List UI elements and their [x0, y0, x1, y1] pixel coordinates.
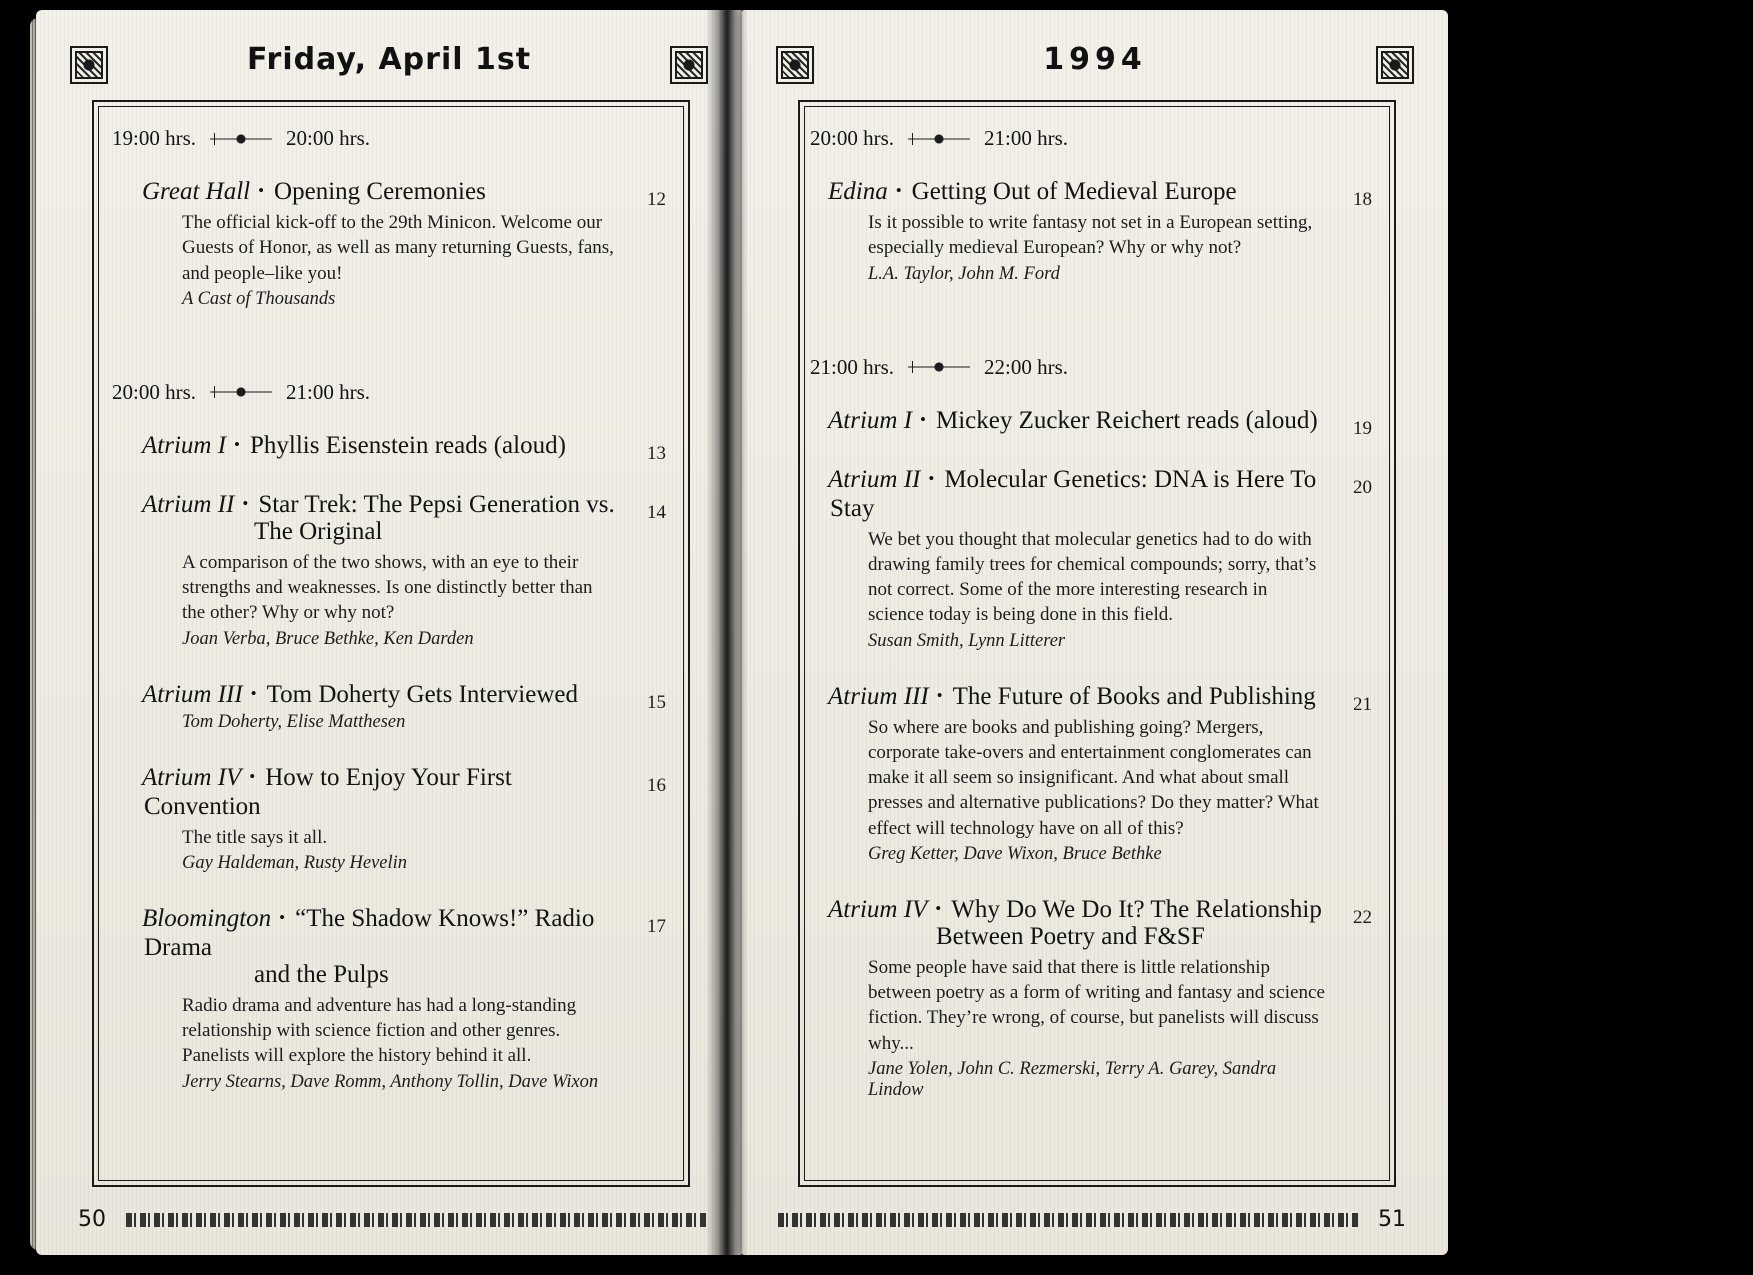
time-end: 21:00 hrs.: [286, 379, 370, 404]
program-item: [822, 682, 1372, 865]
time-band: [112, 380, 666, 405]
program-item-description: So where are books and publishing going? Mergers, corporate take-overs and entertainment conglomerates can make it all seem so insignificant. And what about small presses and alternative publications? Do they matter? What effect will technology have on all of this?: [868, 716, 1319, 839]
program-item: [822, 177, 1372, 285]
program-item: [116, 177, 666, 310]
program-item-index-number: 15: [647, 691, 666, 713]
program-item-panelists: A Cast of Thousands: [182, 288, 336, 309]
block-spacer: [822, 315, 1372, 349]
left-page-header: [70, 40, 708, 92]
program-item: [116, 490, 666, 650]
program-item-index-number: 17: [647, 915, 666, 937]
program-item-heading: [830, 895, 1326, 951]
block-spacer: [116, 340, 666, 374]
bullet-icon: •: [920, 409, 926, 429]
bullet-icon: •: [895, 181, 902, 200]
time-band: [810, 355, 1372, 380]
program-item-heading: [830, 465, 1326, 523]
right-page: [742, 10, 1448, 1255]
program-item: [822, 895, 1372, 1101]
program-item-room: Edina: [828, 178, 888, 205]
program-item-title: Star Trek: The Pepsi Generation vs.: [258, 490, 615, 518]
program-item-room: Atrium III: [142, 680, 243, 708]
program-item-description: Is it possible to write fantasy not set in a European setting, especially medieval European? Why or why not?: [868, 212, 1313, 259]
footer-rule: [778, 1213, 1358, 1227]
time-band: [810, 126, 1372, 151]
program-item-index-number: 14: [647, 501, 666, 523]
program-item-title: “The Shadow Knows!” Radio Drama: [144, 904, 595, 961]
program-item-description: We bet you thought that molecular genetics had to do with drawing family trees for chemical compounds; sorry, that’s not correct. Some of the more interesting research in science today is being done in this field.: [868, 528, 1317, 626]
bullet-icon: •: [242, 493, 249, 513]
program-item-index-number: 19: [1353, 417, 1372, 439]
program-item-description: The title says it all.: [182, 826, 328, 848]
program-item-title: Phyllis Eisenstein reads (aloud): [249, 431, 566, 459]
program-item-title: Opening Ceremonies: [274, 178, 486, 205]
bullet-icon: •: [249, 766, 256, 786]
program-item-title: Mickey Zucker Reichert reads (aloud): [935, 406, 1318, 434]
time-separator-ornament-icon: [908, 361, 970, 373]
program-item-heading: [144, 904, 620, 989]
bullet-icon: •: [258, 181, 265, 200]
time-separator-ornament-icon: [908, 133, 970, 145]
program-item: [822, 406, 1372, 439]
right-page-frame: [798, 100, 1396, 1187]
program-item-panelists: Jerry Stearns, Dave Romm, Anthony Tollin, Dave Wixon: [182, 1071, 599, 1092]
program-item-room: Great Hall: [142, 178, 251, 205]
time-start: 21:00 hrs.: [810, 354, 894, 379]
left-page-header-title: Friday, April 1st: [246, 42, 532, 77]
ornament-icon: [670, 46, 708, 84]
program-item-description: The official kick-off to the 29th Minicon. Welcome our Guests of Honor, as well as many returning Guests, fans, and people–like you!: [182, 212, 614, 284]
program-item-room: Bloomington: [142, 904, 272, 932]
program-item-description: A comparison of the two shows, with an eye to their strengths and weaknesses. Is one distinctly better than the other? Why or why not?: [182, 551, 593, 624]
time-end: 22:00 hrs.: [984, 354, 1068, 379]
program-item-heading: [830, 406, 1326, 435]
program-item-room: Atrium IV: [828, 895, 928, 923]
left-page-footer: [70, 1207, 708, 1233]
program-item-title: How to Enjoy Your First Convention: [144, 763, 512, 820]
right-page-content: [800, 102, 1394, 1185]
time-separator-ornament-icon: [210, 133, 272, 145]
program-item-heading: [830, 177, 1326, 206]
program-item-heading: [144, 490, 620, 546]
right-page-header: [776, 40, 1414, 92]
program-item: [116, 763, 666, 874]
left-page-frame: [92, 100, 690, 1187]
program-item-heading: [144, 431, 620, 460]
program-item-title: Why Do We Do It? The Relationship: [951, 895, 1322, 923]
program-item-panelists: L.A. Taylor, John M. Ford: [868, 263, 1060, 284]
program-item-heading: [144, 680, 620, 709]
program-item-index-number: 22: [1353, 906, 1372, 928]
program-item-panelists: Susan Smith, Lynn Litterer: [868, 630, 1066, 651]
footer-rule: [126, 1213, 706, 1227]
time-separator-ornament-icon: [210, 386, 272, 398]
program-item-index-number: 21: [1353, 693, 1372, 715]
program-item-title-line2: Between Poetry and F&SF: [936, 922, 1205, 950]
time-start: 20:00 hrs.: [112, 379, 196, 404]
program-item-heading: [830, 682, 1326, 711]
bullet-icon: •: [928, 468, 935, 488]
program-item-index-number: 13: [647, 442, 666, 464]
program-item-title-line2: The Original: [254, 517, 383, 545]
program-item-room: Atrium II: [142, 490, 235, 518]
page-number: 51: [1378, 1207, 1406, 1232]
time-start: 19:00 hrs.: [112, 126, 196, 150]
program-item-room: Atrium I: [142, 431, 227, 459]
program-item-title: Molecular Genetics: DNA is Here To Stay: [830, 465, 1317, 522]
program-item-index-number: 12: [647, 189, 666, 210]
program-item-index-number: 20: [1353, 476, 1372, 498]
program-item-panelists: Jane Yolen, John C. Rezmerski, Terry A. Garey, Sandra Lindow: [868, 1058, 1277, 1100]
program-item-index-number: 18: [1353, 189, 1372, 210]
program-item-title-line2: and the Pulps: [254, 960, 389, 988]
bullet-icon: •: [936, 685, 943, 705]
program-item-room: Atrium III: [828, 682, 929, 710]
left-page-content: [94, 102, 688, 1185]
program-item: [116, 431, 666, 464]
program-item-description: Radio drama and adventure has had a long-standing relationship with science fiction and other genres. Panelists will explore the history behind it all.: [182, 994, 577, 1067]
program-item-room: Atrium I: [828, 406, 913, 434]
time-end: 20:00 hrs.: [286, 126, 370, 150]
right-page-header-title: 1994: [1043, 42, 1147, 77]
ornament-icon: [1376, 46, 1414, 84]
program-item-index-number: 16: [647, 774, 666, 796]
program-item-room: Atrium II: [828, 465, 921, 493]
bullet-icon: •: [279, 907, 286, 927]
time-start: 20:00 hrs.: [810, 126, 894, 150]
page-number: 50: [78, 1207, 106, 1232]
right-page-footer: [776, 1207, 1414, 1233]
left-page: [36, 10, 742, 1255]
time-end: 21:00 hrs.: [984, 126, 1068, 150]
program-item: [822, 465, 1372, 652]
program-item-heading: [144, 177, 620, 206]
program-item-title: The Future of Books and Publishing: [952, 682, 1316, 710]
program-item-panelists: Gay Haldeman, Rusty Hevelin: [182, 852, 408, 873]
program-item-title: Getting Out of Medieval Europe: [911, 178, 1237, 205]
program-item-description: Some people have said that there is little relationship between poetry as a form of writing and fantasy and science fiction. They’re wrong, of course, but panelists will discuss why...: [868, 956, 1325, 1054]
program-item: [116, 680, 666, 733]
bullet-icon: •: [234, 434, 240, 454]
bullet-icon: •: [250, 683, 257, 703]
program-item-panelists: Tom Doherty, Elise Matthesen: [182, 711, 406, 732]
program-item-heading: [144, 763, 620, 821]
program-item: [116, 904, 666, 1093]
bullet-icon: •: [935, 898, 942, 918]
program-item-panelists: Greg Ketter, Dave Wixon, Bruce Bethke: [868, 843, 1162, 864]
program-item-room: Atrium IV: [142, 763, 242, 791]
time-band: [112, 126, 666, 151]
program-item-title: Tom Doherty Gets Interviewed: [266, 680, 578, 708]
program-item-panelists: Joan Verba, Bruce Bethke, Ken Darden: [182, 628, 474, 649]
